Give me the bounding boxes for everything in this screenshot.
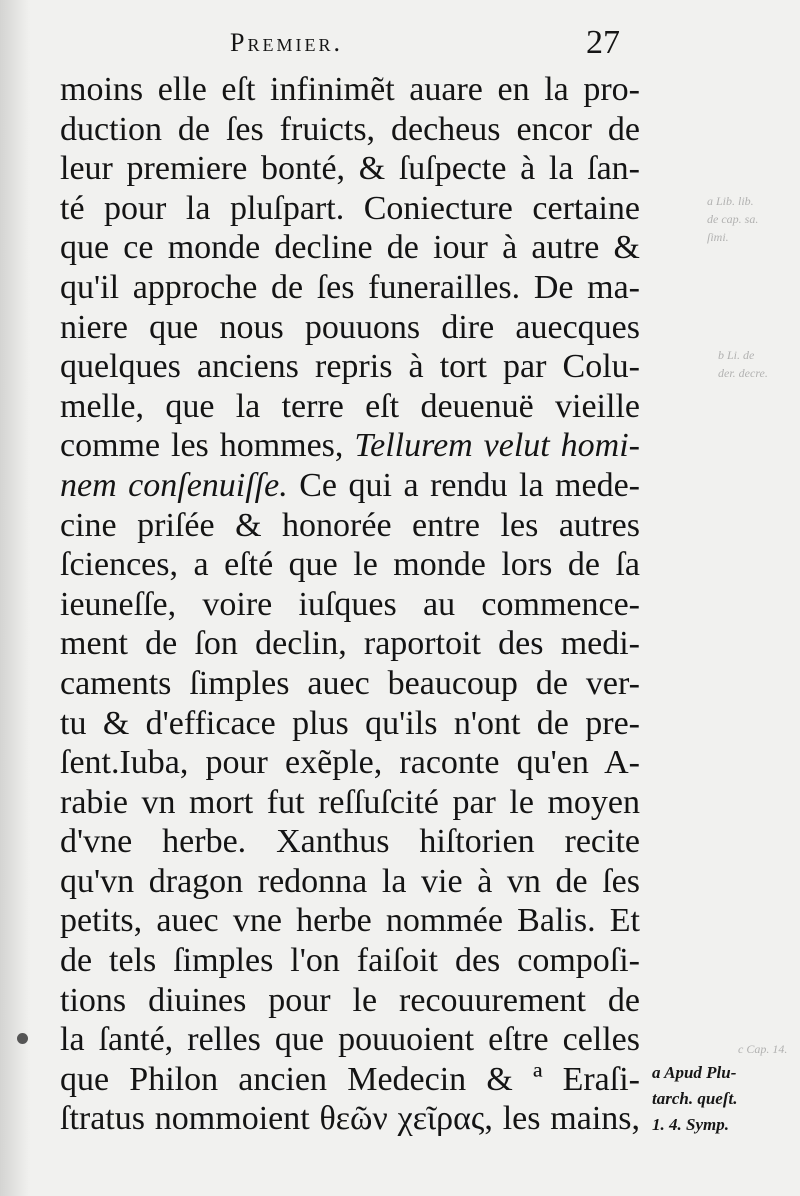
text-line [60,110,640,150]
text-segment: comme les hommes, [60,427,355,465]
text-line [60,901,640,941]
margin-note [652,1060,737,1138]
text-segment: duction de ſes fruicts, decheus encor de [60,110,640,148]
text-segment: leur premiere bonté, & ſuſpecte à la ſan- [60,150,640,188]
text-segment: que Philon ancien Medecin & ª Eraſi- [60,1060,640,1098]
bleed-line: a Lib. lib. [707,194,754,208]
text-segment: ment de ſon declin, raportoit des medi- [60,625,640,663]
text-line [60,466,640,506]
text-line [60,347,640,387]
ink-dot-icon [17,1033,28,1044]
text-segment: té pour la pluſpart. Coniecture certaine [60,189,640,227]
bleed-line: ſimi. [707,230,729,244]
text-line [60,783,640,823]
text-segment: d'vne herbe. Xanthus hiſtorien recite [60,823,640,861]
text-line [60,70,640,110]
text-line [60,743,640,783]
bleed-through-note [718,346,768,382]
bleed-line: de cap. sa. [707,212,759,226]
text-segment: ſtratus nommoient θεῶν χεῖρας, les mains, [60,1100,640,1138]
text-segment: petits, auec vne herbe nommée Balis. Et [60,902,640,940]
text-line [60,545,640,585]
text-segment: niere que nous pouuons dire auecques [60,308,640,346]
margin-note-line: a Apud Plu- [652,1063,737,1082]
text-segment: cine priſée & honorée entre les autres [60,506,640,544]
text-line [60,308,640,348]
text-line [60,704,640,744]
text-line [60,426,640,466]
text-line [60,1020,640,1060]
text-line [60,981,640,1021]
text-segment: caments ſimples auec beaucoup de ver- [60,664,640,702]
text-segment: ieuneſſe, voire iuſques au commence- [60,585,640,623]
text-segment: que ce monde decline de iour à autre & [60,229,640,267]
bleed-line: b Li. de [718,348,755,362]
text-line [60,228,640,268]
bleed-through-note [738,1040,787,1058]
page-number: 27 [586,24,620,61]
text-segment: melle, que la terre eſt deuenuë vieille [60,387,640,425]
text-segment: ſciences, a eſté que le monde lors de ſa [60,546,640,584]
text-line [60,268,640,308]
text-line [60,664,640,704]
bleed-line: der. decre. [718,366,768,380]
text-line [60,387,640,427]
running-head: Premier. [230,28,343,57]
text-segment: rabie vn mort fut reſſuſcité par le moyen [60,783,640,821]
text-line [60,585,640,625]
text-segment: tions diuines pour le recouurement de [60,981,640,1019]
text-line [60,1060,640,1100]
text-segment: de tels ſimples l'on faiſoit des compoſi- [60,942,640,980]
bleed-line: c Cap. 14. [738,1042,788,1056]
text-segment: la ſanté, relles que pouuoient eſtre celles [60,1021,640,1059]
text-line [60,1099,640,1139]
text-line [60,189,640,229]
text-line [60,624,640,664]
text-line [60,941,640,981]
text-line [60,862,640,902]
gutter-shadow [0,0,30,1196]
text-segment: moins elle eſt infinimẽt auare en la pro- [60,71,640,108]
text-segment: tu & d'efficace plus qu'ils n'ont de pre- [60,704,640,742]
text-segment: nem conſenuiſſe. [60,466,288,504]
text-segment: qu'vn dragon redonna la vie à vn de ſes [60,862,640,900]
text-line [60,822,640,862]
text-segment: ſent.Iuba, pour exẽple, raconte qu'en A- [60,744,640,782]
margin-note-line: 1. 4. Symp. [652,1115,729,1134]
body-text [60,70,640,1139]
margin-note-line: tarch. queſt. [652,1089,738,1108]
text-segment: Tellurem velut homi- [354,427,640,465]
text-segment: Ce qui a rendu la mede- [287,466,640,504]
text-line [60,149,640,189]
text-line [60,506,640,546]
text-segment: qu'il approche de ſes funerailles. De ma- [60,268,640,306]
text-segment: quelques anciens repris à tort par Colu- [60,348,640,386]
bleed-through-note [707,192,758,246]
